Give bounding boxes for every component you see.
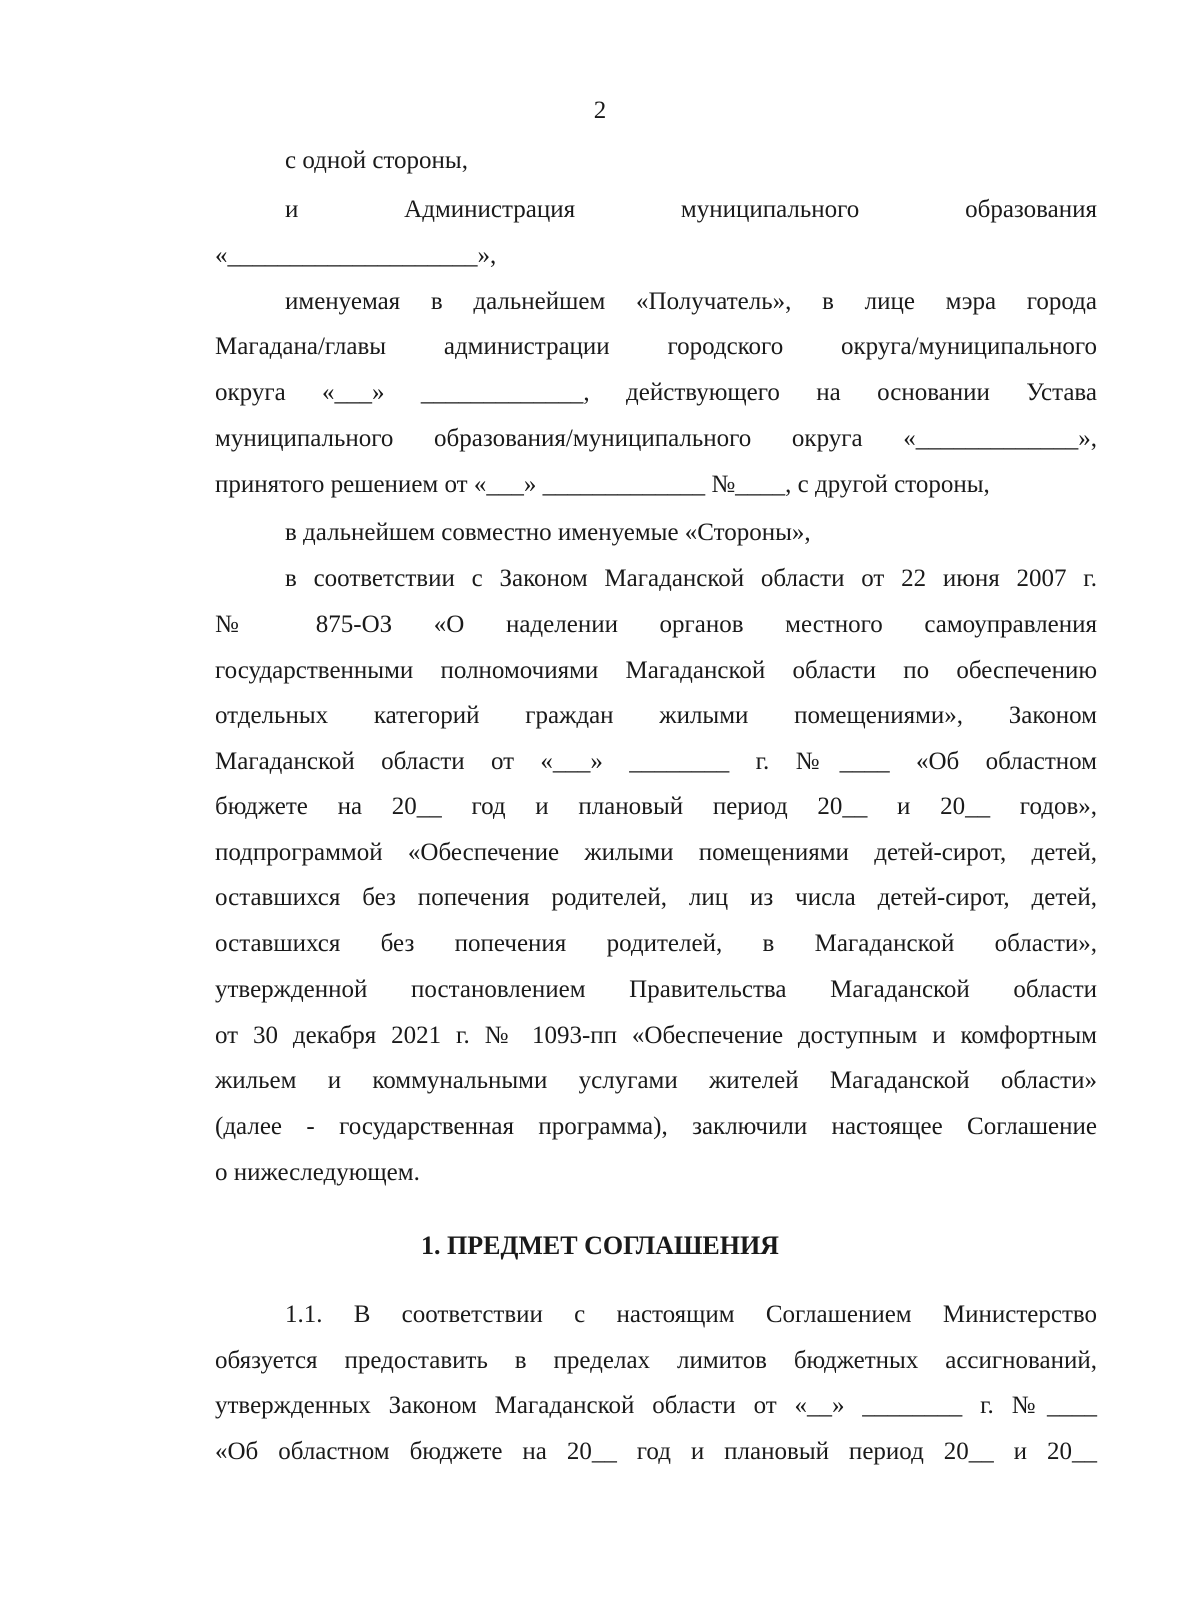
text-line: в соответствии с Законом Магаданской области от 22 июня 2007 г. [285,565,1097,592]
text-line: в дальнейшем совместно именуемые «Стороны», [285,519,811,546]
text-line: округа «___» _____________, действующего на основании Устава [215,379,1097,406]
text-line: муниципального образования/муниципального округа «_____________», [215,425,1097,452]
text-line: оставшихся без попечения родителей, лиц из числа детей-сирот, детей, [215,884,1097,911]
text-line: (далее - государственная программа), заключили настоящее Соглашение [215,1113,1097,1140]
text-line: и Администрация муниципального образования [285,196,1097,223]
text-line: отдельных категорий граждан жилыми помещениями», Законом [215,702,1097,729]
text-line: обязуется предоставить в пределах лимитов бюджетных ассигнований, [215,1347,1097,1374]
text-line: Магадана/главы администрации городского округа/муниципального [215,333,1097,360]
section-heading: 1. ПРЕДМЕТ СОГЛАШЕНИЯ [421,1231,779,1260]
text-line: «____________________», [215,242,497,269]
text-line: 1.1. В соответствии с настоящим Соглашением Министерство [285,1301,1097,1328]
text-line: «Об областном бюджете на 20__ год и плановый период 20__ и 20__ [215,1438,1097,1465]
text-line: принятого решением от «___» _____________ №____, с другой стороны, [215,471,990,498]
text-line: утвержденной постановлением Правительства Магаданской области [215,976,1097,1003]
text-line: Магаданской области от «___» ________ г. №____ «Об областном [215,748,1097,775]
text-line: жильем и коммунальными услугами жителей Магаданской области» [215,1067,1097,1094]
text-line: государственными полномочиями Магаданской области по обеспечению [215,657,1097,684]
page-number: 2 [593,97,607,124]
text-line: утвержденных Законом Магаданской области от «__» ________ г. №____ [215,1392,1097,1419]
text-line: о нижеследующем. [215,1159,420,1186]
text-line: подпрограммой «Обеспечение жилыми помещениями детей-сирот, детей, [215,839,1097,866]
text-line: от 30 декабря 2021 г. № 1093-пп «Обеспечение доступным и комфортным [215,1022,1097,1049]
text-line: с одной стороны, [285,147,468,174]
text-line: оставшихся без попечения родителей, в Магаданской области», [215,930,1097,957]
text-line: № 875-ОЗ «О наделении органов местного самоуправления [215,611,1097,638]
text-line: бюджете на 20__ год и плановый период 20__ и 20__ годов», [215,793,1097,820]
text-line: именуемая в дальнейшем «Получатель», в лице мэра города [285,288,1097,315]
